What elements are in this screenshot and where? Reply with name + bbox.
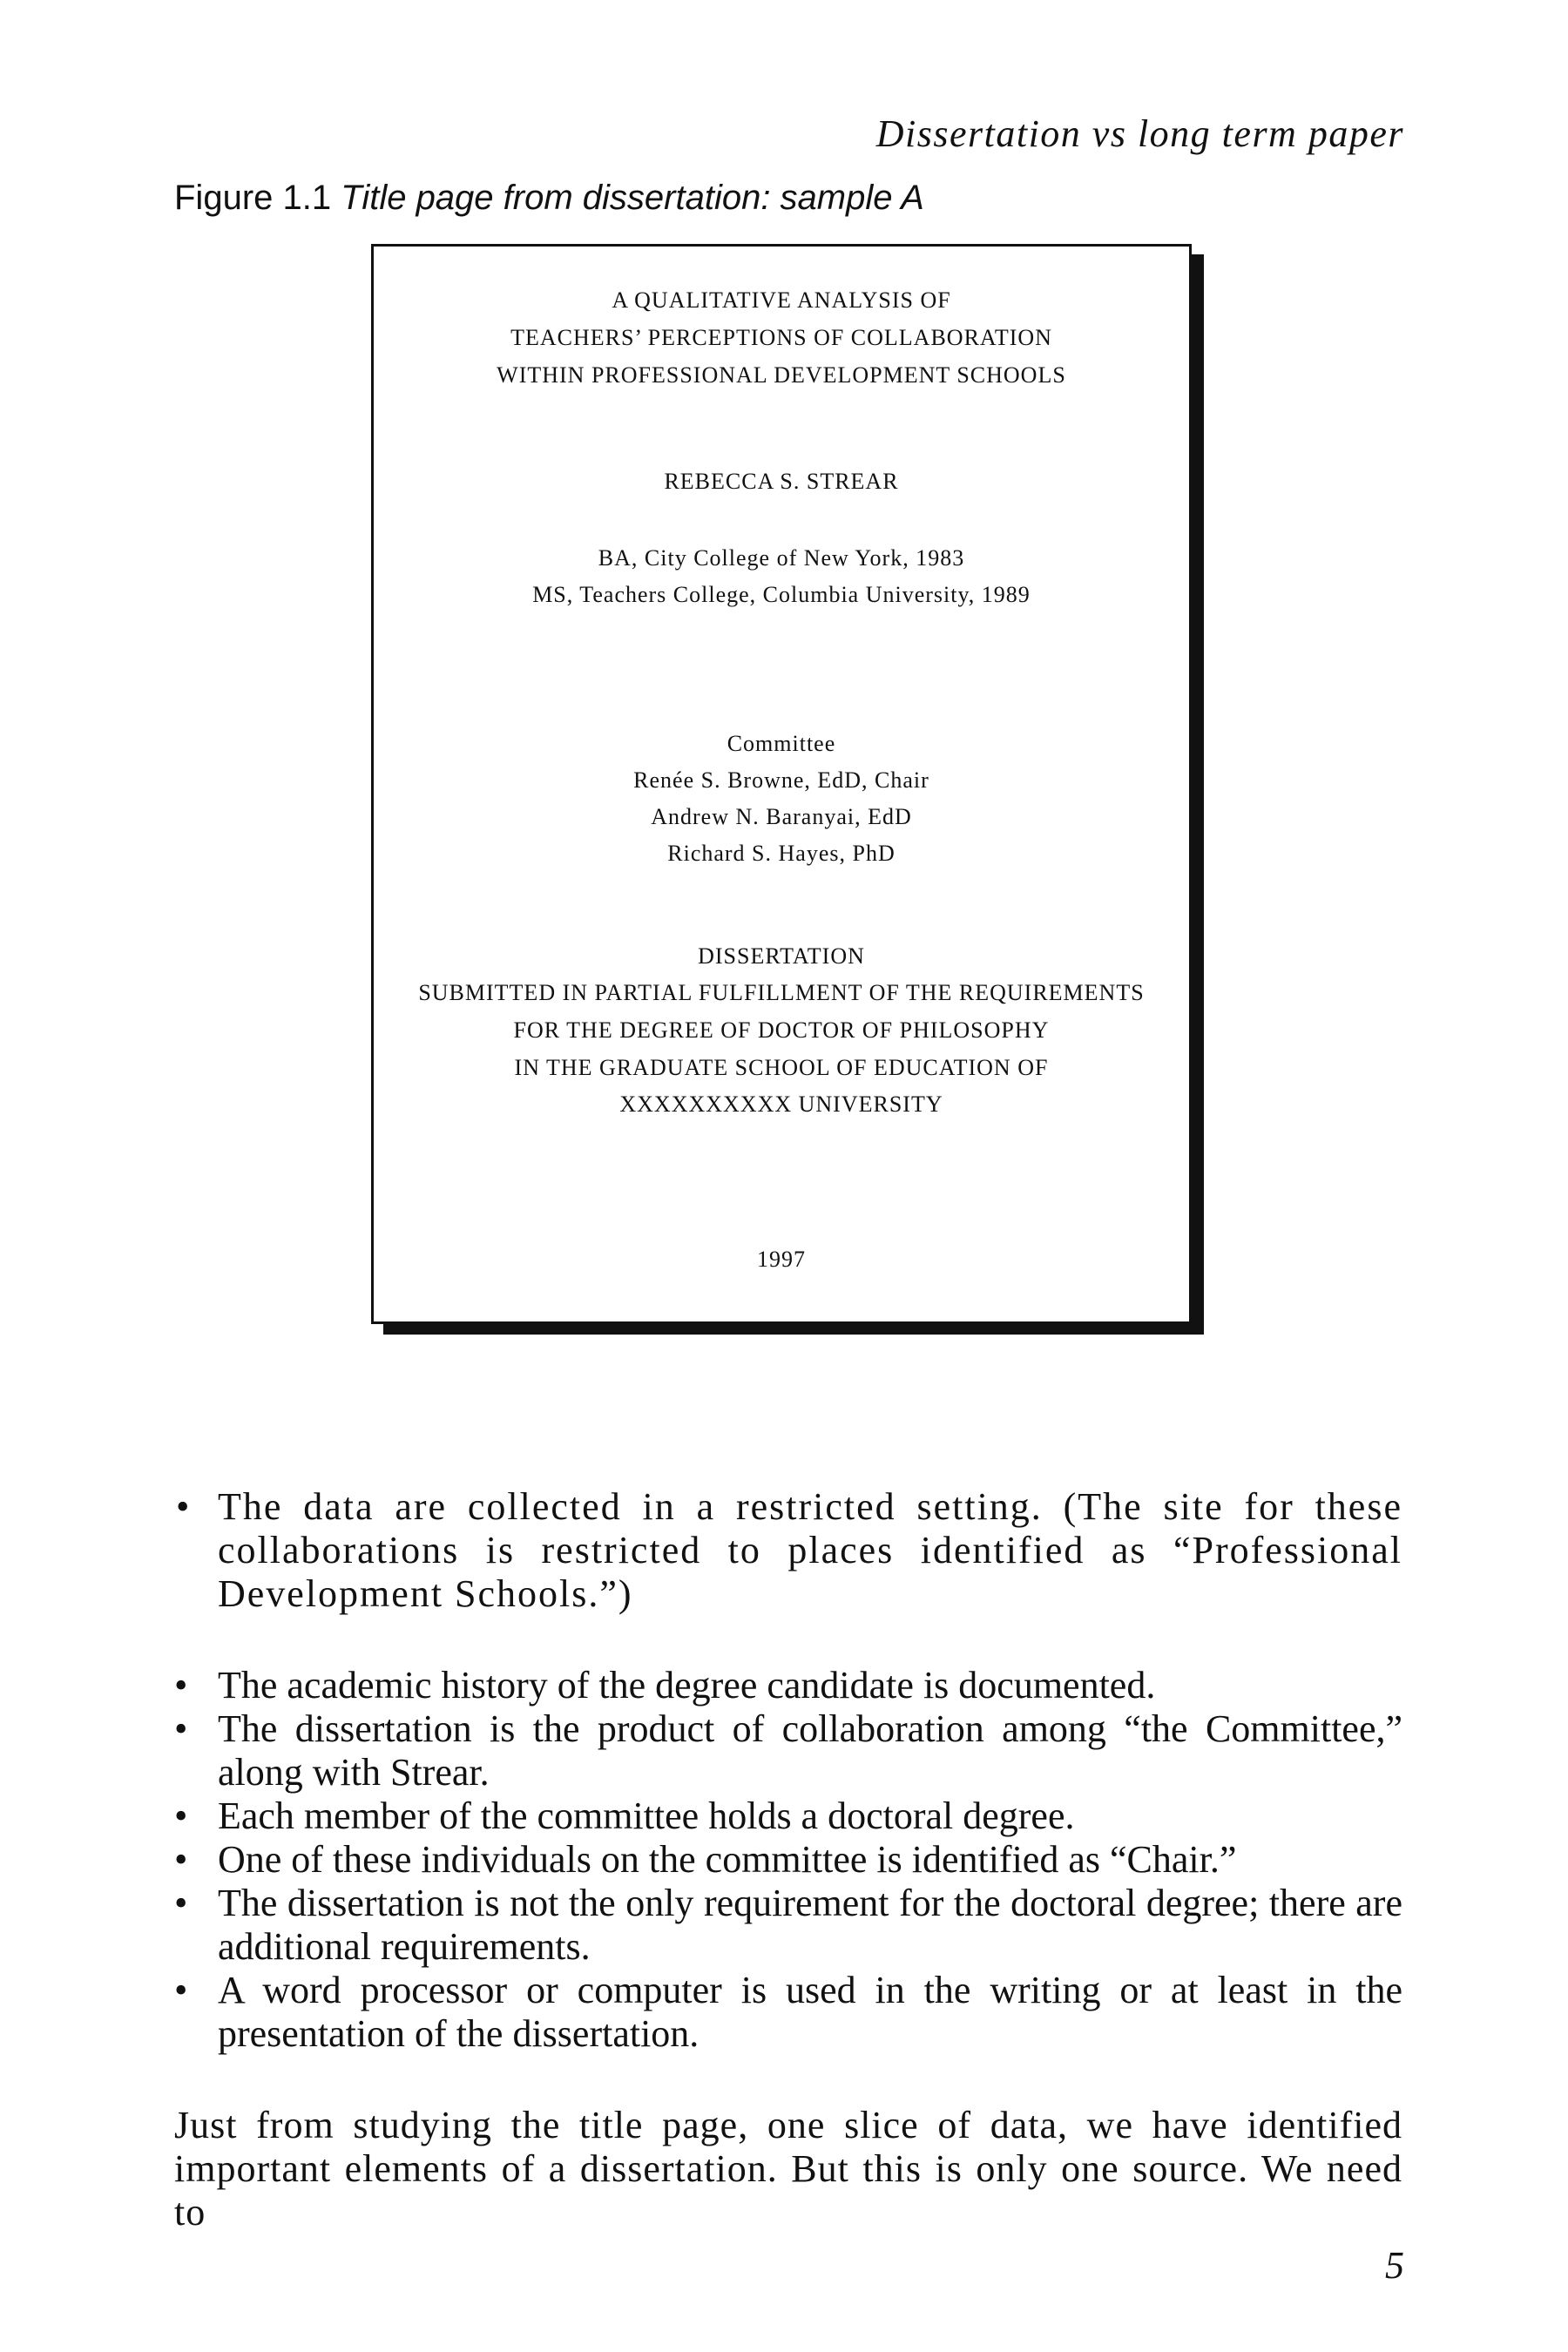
bullet-item: • The dissertation is the product of collaboration among “the Committee,” along with Strear. (174, 1707, 1402, 1794)
bullet-item: • One of these individuals on the committee is identified as “Chair.” (174, 1838, 1402, 1882)
body-paragraph: Just from studying the title page, one slice of data, we have identified important elements of a dissertation. But this is only one source. We need to (174, 2104, 1402, 2234)
committee-member: Andrew N. Baranyai, EdD (651, 804, 912, 829)
indented-bullet-item: • The data are collected in a restricted setting. (The site for these collaborations is restricted to places identified as “Professional Development Schools.”) (218, 1485, 1402, 1616)
submission-line: FOR THE DEGREE OF DOCTOR OF PHILOSOPHY (513, 1017, 1050, 1043)
author-name: REBECCA S. STREAR (664, 469, 899, 494)
submission-line: SUBMITTED IN PARTIAL FULFILLMENT OF THE REQUIREMENTS (418, 980, 1145, 1005)
submission-line: DISSERTATION (698, 943, 865, 969)
degree-line: BA, City College of New York, 1983 (598, 545, 965, 571)
bullet-item: • The academic history of the degree candidate is documented. (174, 1664, 1402, 1707)
committee-member: Richard S. Hayes, PhD (667, 841, 896, 866)
bullet-list (174, 1664, 1402, 2056)
dissertation-title-line: A QUALITATIVE ANALYSIS OF (612, 287, 951, 313)
bullet-item: • A word processor or computer is used in the writing or at least in the presentation of the dissertation. (174, 1969, 1402, 2056)
submission-line: XXXXXXXXXX UNIVERSITY (619, 1092, 943, 1117)
figure-caption (174, 179, 924, 218)
title-page-sample (371, 244, 1192, 1324)
degree-line: MS, Teachers College, Columbia University, 1989 (532, 582, 1031, 607)
submission-line: IN THE GRADUATE SCHOOL OF EDUCATION OF (514, 1055, 1049, 1080)
figure-title: Title page from dissertation: sample A (341, 179, 924, 217)
committee-heading: Committee (727, 731, 836, 756)
page-number: 5 (1385, 2244, 1404, 2287)
submission-year: 1997 (757, 1247, 806, 1272)
bullet-item: • Each member of the committee holds a doctoral degree. (174, 1794, 1402, 1838)
committee-member: Renée S. Browne, EdD, Chair (633, 767, 929, 793)
running-head: Dissertation vs long term paper (875, 112, 1404, 155)
dissertation-title-line: TEACHERS’ PERCEPTIONS OF COLLABORATION (510, 325, 1052, 350)
bullet-item: • The dissertation is not the only requirement for the doctoral degree; there are additional requirements. (174, 1882, 1402, 1969)
dissertation-title-line: WITHIN PROFESSIONAL DEVELOPMENT SCHOOLS (497, 362, 1066, 388)
figure-label: Figure 1.1 (174, 179, 332, 217)
